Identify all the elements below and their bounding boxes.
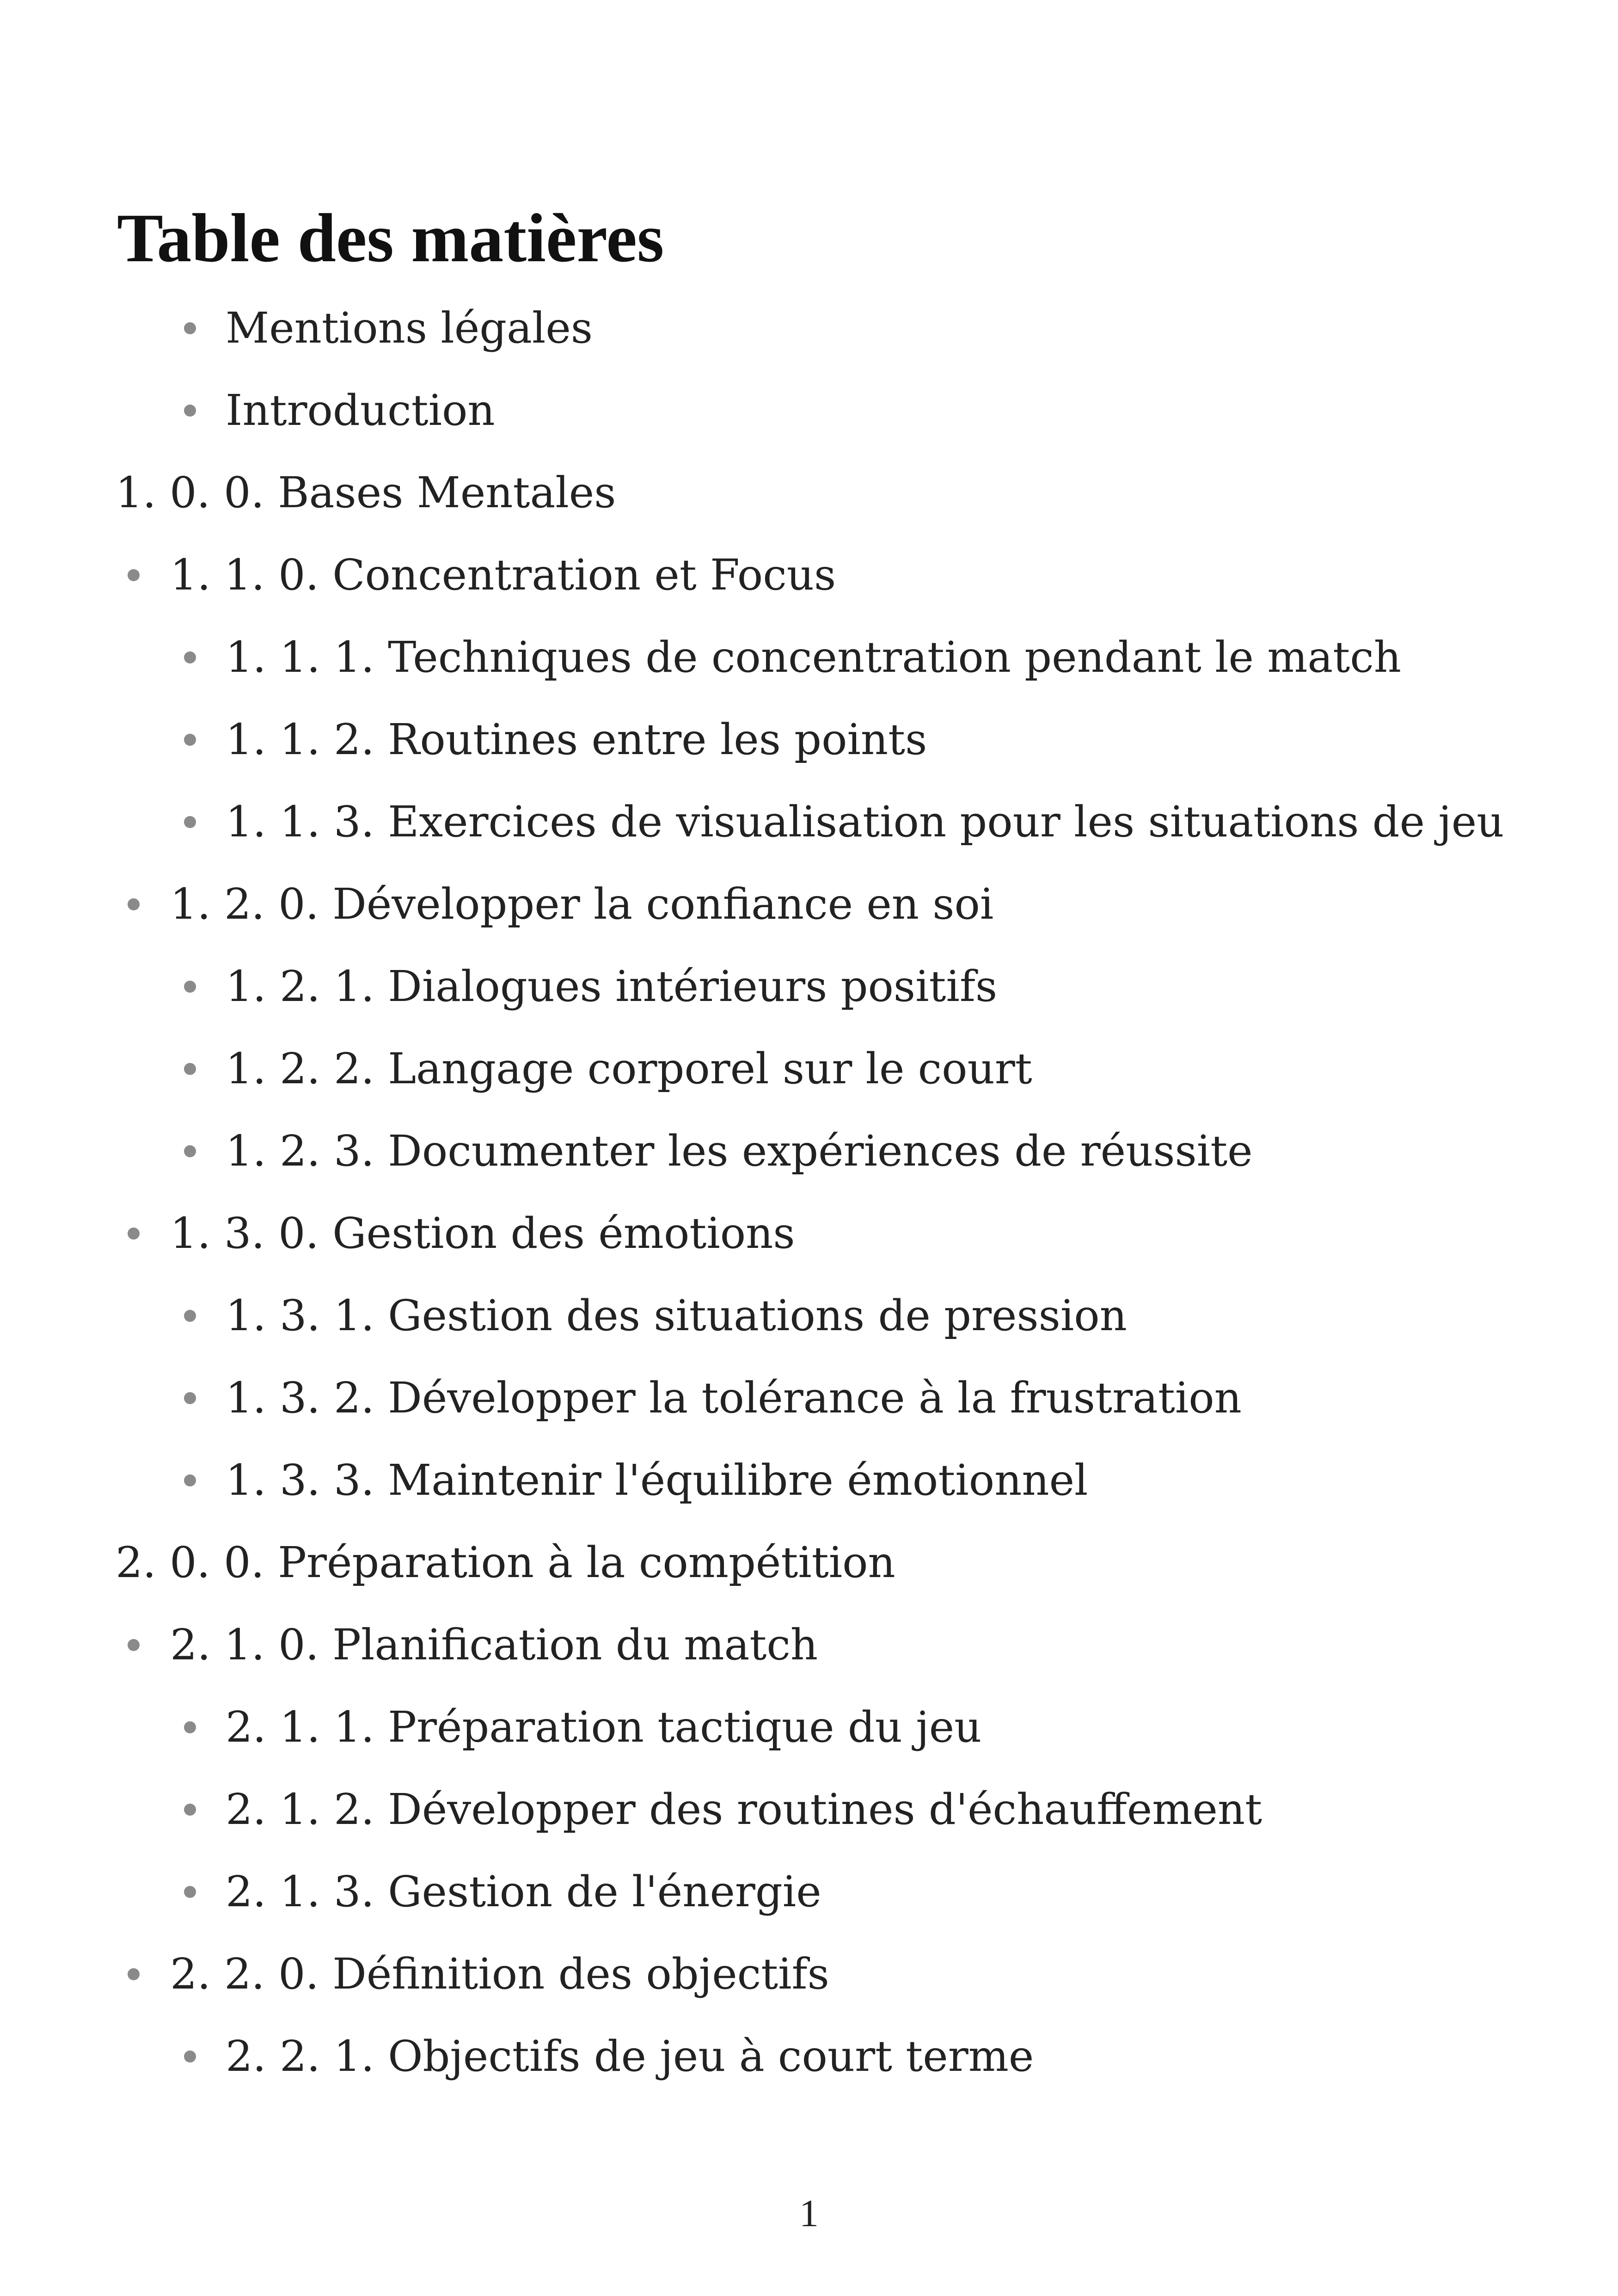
toc-entry-1-3-3[interactable] <box>226 1453 1088 1508</box>
toc-entry-label[interactable]: 1. 3. 3. Maintenir l'équilibre émotionnel <box>226 1455 1088 1505</box>
bullet-icon <box>184 651 196 663</box>
bullet-icon <box>184 2050 196 2063</box>
bullet-icon <box>184 322 196 334</box>
toc-entry-label[interactable]: 1. 2. 2. Langage corporel sur le court <box>226 1044 1032 1093</box>
toc-entry-2-0-0[interactable] <box>116 1535 895 1590</box>
bullet-icon <box>128 569 140 581</box>
bullet-icon <box>184 981 196 993</box>
bullet-icon <box>128 898 140 910</box>
toc-entry-label[interactable]: 2. 1. 0. Planification du match <box>170 1620 818 1670</box>
toc-entry-label[interactable]: 1. 3. 2. Développer la tolérance à la frustration <box>226 1373 1242 1423</box>
toc-entry-label[interactable]: Mentions légales <box>226 303 593 353</box>
toc-entry-label[interactable]: 2. 2. 0. Définition des objectifs <box>170 1949 829 1999</box>
toc-entry-2-2-1[interactable] <box>226 2029 1034 2084</box>
page-title: Table des matières <box>117 200 664 276</box>
toc-entry-1-2-1[interactable] <box>226 959 997 1014</box>
bullet-icon <box>184 1392 196 1404</box>
toc-entry-label[interactable]: 2. 1. 3. Gestion de l'énergie <box>226 1867 821 1916</box>
bullet-icon <box>184 1145 196 1157</box>
toc-entry-label[interactable]: 2. 0. 0. Préparation à la compétition <box>116 1538 895 1587</box>
toc-entry-1-1-2[interactable] <box>226 712 927 767</box>
toc-entry-1-1-3[interactable] <box>226 794 1504 850</box>
toc-entry-1-1-0[interactable] <box>170 547 836 603</box>
toc-entry-label[interactable]: 1. 2. 3. Documenter les expériences de réussite <box>226 1126 1253 1176</box>
bullet-icon <box>184 734 196 746</box>
toc-entry-1-0-0[interactable] <box>116 465 616 521</box>
page-number: 1 <box>799 2192 819 2235</box>
bullet-icon <box>128 1968 140 1980</box>
toc-entry-1-3-0[interactable] <box>170 1206 795 1261</box>
toc-entry-label[interactable]: 1. 1. 1. Techniques de concentration pendant le match <box>226 632 1402 682</box>
bullet-icon <box>184 1804 196 1816</box>
toc-entry-label[interactable]: 2. 1. 2. Développer des routines d'échauffement <box>226 1785 1263 1834</box>
toc-entry-2-1-1[interactable] <box>226 1700 981 1755</box>
bullet-icon <box>128 1228 140 1240</box>
toc-entry-1-2-2[interactable] <box>226 1041 1032 1097</box>
toc-entry-1-2-0[interactable] <box>170 877 993 932</box>
toc-entry-label[interactable]: 1. 1. 2. Routines entre les points <box>226 715 927 764</box>
toc-entry-1-3-1[interactable] <box>226 1288 1127 1344</box>
bullet-icon <box>184 1063 196 1075</box>
bullet-icon <box>128 1639 140 1651</box>
toc-entry-label[interactable]: 1. 2. 1. Dialogues intérieurs positifs <box>226 962 998 1011</box>
toc-entry-mentions-legales[interactable] <box>226 301 593 356</box>
bullet-icon <box>184 1310 196 1322</box>
toc-entry-2-1-2[interactable] <box>226 1782 1262 1837</box>
toc-entry-label[interactable]: 1. 1. 3. Exercices de visualisation pour les situations de jeu <box>226 797 1504 847</box>
toc-entry-label[interactable]: 1. 3. 0. Gestion des émotions <box>170 1209 795 1258</box>
toc-entry-1-1-1[interactable] <box>226 630 1401 685</box>
toc-entry-label[interactable]: 1. 1. 0. Concentration et Focus <box>170 550 836 600</box>
toc-entry-label[interactable]: 2. 1. 1. Préparation tactique du jeu <box>226 1702 982 1752</box>
bullet-icon <box>184 1474 196 1486</box>
bullet-icon <box>184 816 196 828</box>
toc-entry-label[interactable]: 2. 2. 1. Objectifs de jeu à court terme <box>226 2032 1034 2081</box>
toc-entry-introduction[interactable] <box>226 383 495 438</box>
toc-entry-label[interactable]: 1. 0. 0. Bases Mentales <box>116 468 616 517</box>
bullet-icon <box>184 1721 196 1733</box>
toc-entry-label[interactable]: 1. 2. 0. Développer la confiance en soi <box>170 879 994 929</box>
toc-entry-2-1-3[interactable] <box>226 1864 821 1920</box>
bullet-icon <box>184 405 196 417</box>
bullet-icon <box>184 1886 196 1898</box>
toc-entry-1-3-2[interactable] <box>226 1370 1242 1426</box>
toc-entry-label[interactable]: Introduction <box>226 386 495 435</box>
toc-entry-1-2-3[interactable] <box>226 1123 1253 1179</box>
toc-entry-2-1-0[interactable] <box>170 1617 818 1673</box>
toc-entry-2-2-0[interactable] <box>170 1946 829 2002</box>
toc-entry-label[interactable]: 1. 3. 1. Gestion des situations de pression <box>226 1291 1127 1340</box>
